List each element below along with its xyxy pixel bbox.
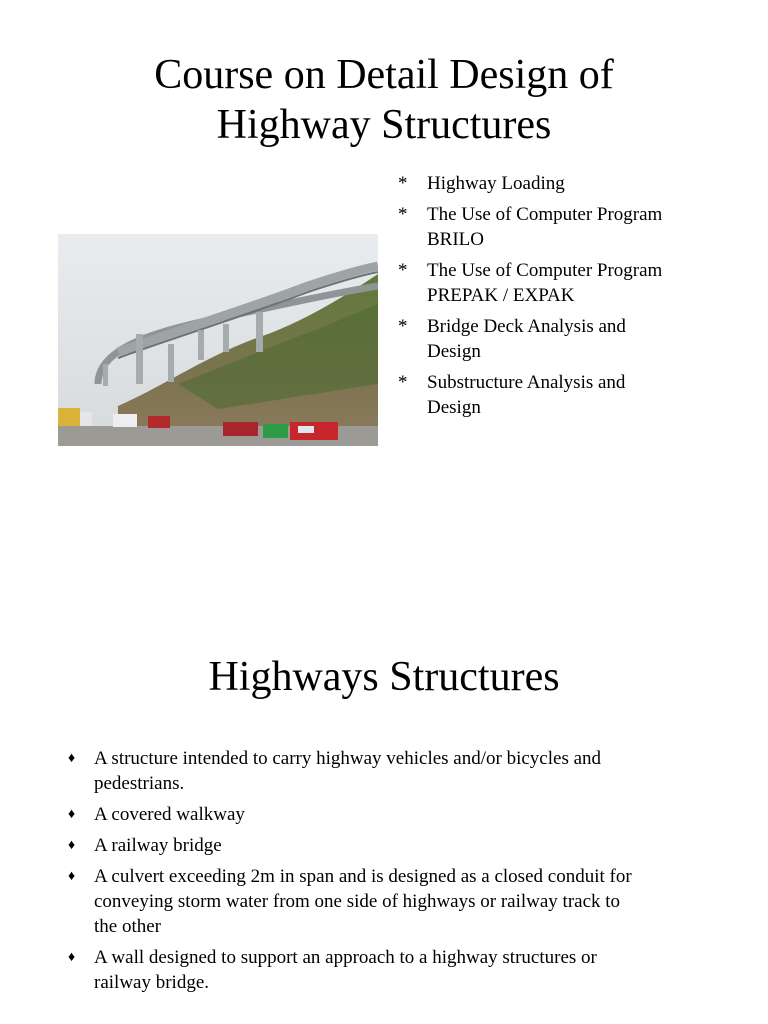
list-item bbox=[398, 202, 738, 252]
title-line-2: Highway Structures bbox=[216, 102, 552, 148]
bullet-marker: * bbox=[398, 173, 408, 194]
list-item bbox=[68, 802, 718, 827]
course-topics-list bbox=[398, 171, 738, 426]
bullet-marker: * bbox=[398, 260, 408, 281]
list-item bbox=[68, 945, 718, 995]
list-item-text: the other bbox=[94, 916, 162, 937]
list-item-text: Substructure Analysis and bbox=[427, 372, 626, 393]
slide-2 bbox=[0, 512, 768, 1024]
list-item-text: The Use of Computer Program bbox=[427, 260, 663, 281]
bullet-marker: * bbox=[398, 372, 408, 393]
bullet-marker: ♦ bbox=[68, 751, 76, 766]
slide-2-title: Highways Structures bbox=[208, 654, 560, 700]
slide-1-title bbox=[0, 50, 768, 150]
list-item-text: pedestrians. bbox=[94, 773, 185, 794]
bullet-marker: ♦ bbox=[68, 950, 76, 965]
list-item-text: Design bbox=[427, 341, 481, 362]
title-line-1: Course on Detail Design of bbox=[154, 52, 614, 98]
list-item-text: railway bridge. bbox=[94, 972, 210, 993]
list-item-text: conveying storm water from one side of highways or railway track to bbox=[94, 891, 621, 912]
list-item-text: BRILO bbox=[427, 229, 484, 250]
structures-definition-list bbox=[68, 746, 718, 1001]
bullet-marker: ♦ bbox=[68, 869, 76, 884]
bullet-marker: ♦ bbox=[68, 838, 76, 853]
list-item bbox=[398, 258, 738, 308]
bullet-marker: ♦ bbox=[68, 807, 76, 822]
list-item-text: A railway bridge bbox=[94, 835, 222, 856]
list-item-text: Design bbox=[427, 397, 481, 418]
list-item bbox=[398, 370, 738, 420]
list-item-text: Bridge Deck Analysis and bbox=[427, 316, 626, 337]
list-item-text: A wall designed to support an approach to a highway structures or bbox=[94, 947, 597, 968]
highway-viaduct-photo bbox=[58, 234, 378, 446]
list-item-text: PREPAK / EXPAK bbox=[427, 285, 575, 306]
list-item-text: The Use of Computer Program bbox=[427, 204, 663, 225]
list-item-text: A culvert exceeding 2m in span and is designed as a closed conduit for bbox=[94, 866, 632, 887]
list-item-text: A structure intended to carry highway vehicles and/or bicycles and bbox=[94, 748, 602, 769]
list-item bbox=[68, 833, 718, 858]
list-item bbox=[398, 171, 738, 196]
bullet-marker: * bbox=[398, 316, 408, 337]
list-item bbox=[68, 864, 718, 939]
list-item-text: Highway Loading bbox=[427, 173, 565, 194]
list-item bbox=[398, 314, 738, 364]
list-item-text: A covered walkway bbox=[94, 804, 245, 825]
bullet-marker: * bbox=[398, 204, 408, 225]
list-item bbox=[68, 746, 718, 796]
